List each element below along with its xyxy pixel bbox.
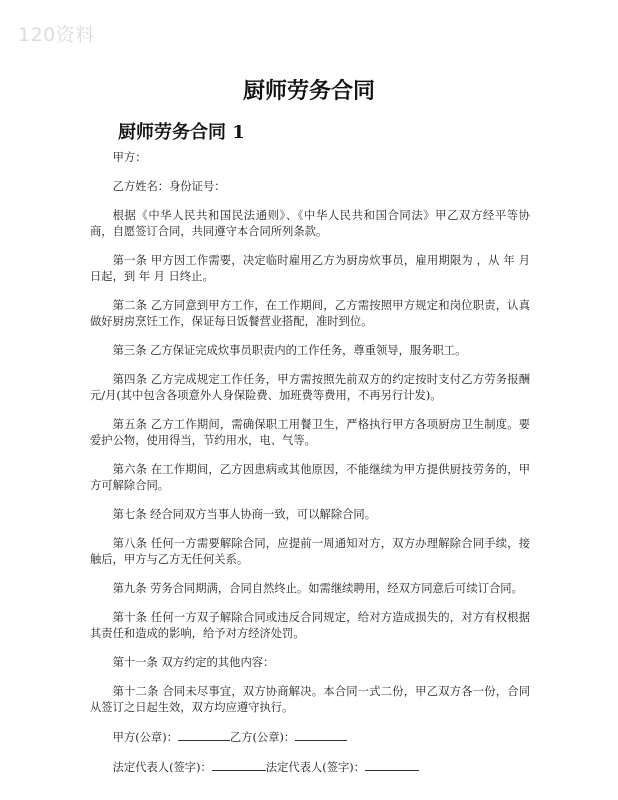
article-6: 第六条 在工作期间，乙方因患病或其他原因，不能继续为甲方提供厨技劳务的，甲方可解除合同。 bbox=[90, 463, 530, 492]
article-2: 第二条 乙方同意到甲方工作，在工作期间，乙方需按照甲方规定和岗位职责，认真做好厨房烹饪工作，保证每日饭餐营业搭配，准时到位。 bbox=[90, 299, 530, 328]
rep-a-blank bbox=[212, 759, 266, 771]
party-a-line: 甲方： bbox=[112, 151, 147, 164]
party-b-line: 乙方姓名：身份证号： bbox=[112, 180, 226, 193]
article-7: 第七条 经合同双方当事人协商一致，可以解除合同。 bbox=[112, 508, 377, 521]
watermark-logo: 120资料 bbox=[18, 24, 95, 46]
party-a-seal-blank bbox=[178, 729, 230, 741]
document-title: 厨师劳务合同 bbox=[242, 78, 375, 104]
party-b-seal-label: 乙方(公章)： bbox=[229, 731, 296, 744]
article-4: 第四条 乙方完成规定工作任务，甲方需按照先前双方的约定按时支付乙方劳务报酬 元/月(其中包含各项意外人身保险费、加班费等费用，不再另行计发)。 bbox=[90, 373, 530, 402]
representative-line bbox=[90, 759, 530, 776]
seal-line bbox=[90, 729, 530, 746]
article-12: 第十二条 合同未尽事宜，双方协商解决。本合同一式二份，甲乙双方各一份，合同从签订之日起生效，双方均应遵守执行。 bbox=[90, 685, 530, 714]
article-10: 第十条 任何一方双子解除合同或违反合同规定，给对方造成损失的，对方有权根据其责任和造成的影响，给予对方经济处罚。 bbox=[90, 611, 530, 640]
article-1: 第一条 甲方因工作需要，决定临时雇用乙方为厨房炊事员，雇用期限为 ，从 年 月 日起，到 年 月 日终止。 bbox=[90, 254, 530, 283]
preamble-paragraph: 根据《中华人民共和国民法通则》、《中华人民共和国合同法》甲乙双方经平等协商，自愿签订合同，共同遵守本合同所列条款。 bbox=[90, 209, 530, 238]
contract-body bbox=[90, 150, 530, 789]
rep-b-blank bbox=[365, 759, 419, 771]
article-11: 第十一条 双方约定的其他内容： bbox=[112, 656, 275, 669]
rep-a-label: 法定代表人(签字)： bbox=[112, 761, 212, 774]
article-5: 第五条 乙方工作期间，需确保职工用餐卫生，严格执行甲方各项厨房卫生制度。要爱护公物，使用得当，节约用水，电、气等。 bbox=[90, 418, 530, 447]
party-a-seal-label: 甲方(公章)： bbox=[112, 731, 178, 744]
section-title: 厨师劳务合同 1 bbox=[118, 122, 245, 143]
article-8: 第八条 任何一方需要解除合同，应提前一周通知对方，双方办理解除合同手续，接触后，甲方与乙方无任何关系。 bbox=[90, 537, 530, 566]
article-3: 第三条 乙方保证完成炊事员职责内的工作任务，尊重领导，服务职工。 bbox=[112, 344, 467, 357]
party-b-seal-blank bbox=[295, 729, 347, 741]
article-9: 第九条 劳务合同期满，合同自然终止。如需继续聘用，经双方同意后可续订合同。 bbox=[112, 582, 523, 595]
rep-b-label: 法定代表人(签字)： bbox=[265, 761, 365, 774]
